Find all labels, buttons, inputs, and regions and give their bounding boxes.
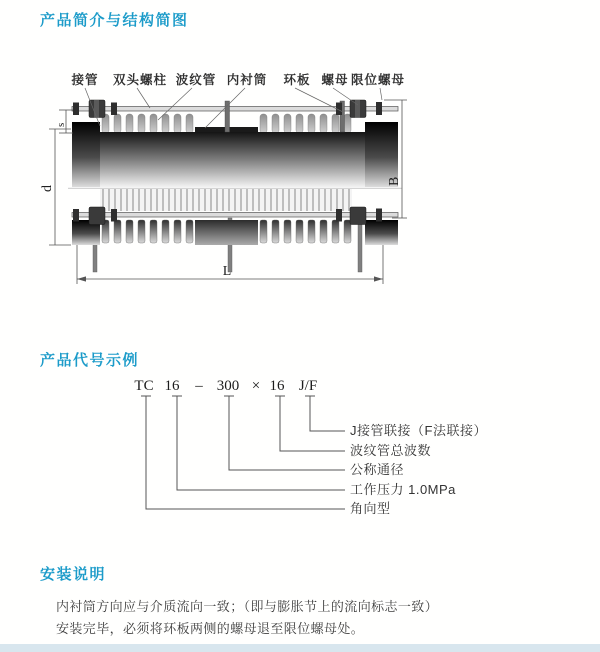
- bellows-section-lines: [100, 189, 352, 211]
- structure-diagram: [40, 68, 420, 293]
- code-token-type: TC: [134, 378, 154, 394]
- install-section-title: 安装说明: [40, 566, 107, 583]
- code-token-times: ×: [251, 378, 261, 394]
- dimension-b-label: B: [387, 176, 402, 186]
- limit-nut: [376, 102, 382, 115]
- dimension-s: [55, 110, 73, 133]
- dimension-d-label: d: [40, 185, 55, 192]
- product-code-example: [130, 374, 600, 524]
- callout-diameter: 公称通径: [350, 462, 405, 477]
- bellows-lower: [72, 220, 398, 245]
- installation-note-line: 安装完毕，必须将环板两侧的螺母退至限位螺母处。: [56, 621, 365, 636]
- callout-type: 角向型: [350, 501, 391, 516]
- part-label-bowenguan: 波纹管: [175, 73, 217, 87]
- code-section-title: 产品代号示例: [40, 352, 140, 369]
- dimension-l-label: L: [222, 264, 232, 279]
- nut: [73, 103, 79, 116]
- nut: [111, 103, 117, 116]
- code-token-waves: 16: [269, 378, 285, 394]
- part-label-jieguan: 接管: [71, 73, 99, 87]
- left-collar: [72, 122, 100, 187]
- part-label-luomu: 螺母: [321, 73, 349, 87]
- code-token-connection: J/F: [298, 378, 318, 394]
- dimension-s-label: s: [55, 122, 67, 127]
- code-connectors: [141, 396, 345, 509]
- page-bottom-band: [0, 644, 600, 652]
- callout-connection: J接管联接（F法联接）: [350, 423, 487, 438]
- code-token-dash: –: [195, 378, 203, 394]
- part-label-neichentong: 内衬筒: [226, 73, 268, 87]
- code-callouts: [350, 423, 487, 516]
- dimension-d: [40, 129, 71, 245]
- intro-section-title: 产品简介与结构简图: [40, 12, 189, 29]
- code-tokens: [134, 378, 317, 394]
- part-label-shuangtouluozhu: 双头螺柱: [112, 73, 168, 87]
- callout-pressure: 工作压力 1.0MPa: [350, 482, 456, 497]
- part-label-huanban: 环板: [283, 73, 311, 87]
- callout-waves: 波纹管总波数: [350, 443, 432, 458]
- installation-note-line: 内衬筒方向应与介质流向一致；（即与膨胀节上的流向标志一致）: [56, 599, 439, 614]
- installation-notes: [56, 596, 556, 640]
- code-token-pressure: 16: [164, 378, 180, 394]
- code-token-diameter: 300: [216, 378, 240, 394]
- part-labels: [70, 72, 405, 87]
- part-label-xianweiluomu: 限位螺母: [350, 73, 406, 87]
